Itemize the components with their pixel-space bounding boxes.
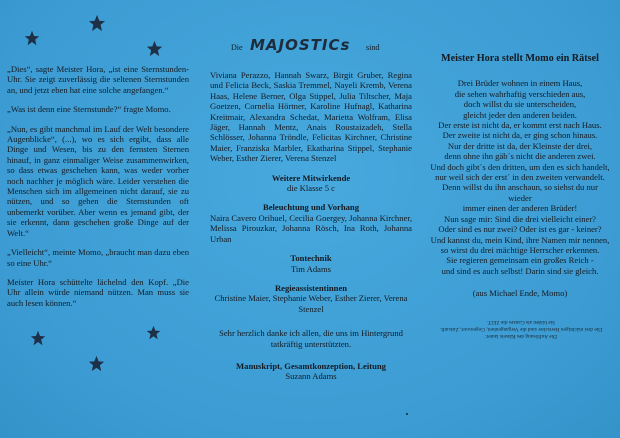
section-body: Naira Cavero Orihuel, Cecilia Goergey, Johanna Kirchner, Melissa Pirouzkar, Johanna Rösch, Ina Roth, Johanna Urban xyxy=(210,212,412,244)
poem-line: Nur der dritte ist da, der Kleinste der drei, xyxy=(447,140,593,151)
section-heading: Weitere Mitwirkende xyxy=(271,172,351,183)
solution-line: Die drei mächtigen Herrscher sind die Vergangenheit, Gegenwart, Zukunft. xyxy=(439,326,603,332)
poem-line: Und doch gibt´s den dritten, um den es sich handelt, xyxy=(430,161,610,172)
solution-line: Die Auflösung des Rätsels lautet: xyxy=(485,333,557,339)
star-icon xyxy=(88,355,105,372)
poem-line: immer einen der anderen Brüder! xyxy=(462,203,578,214)
solution-line: Sie bilden als Ganzes die ZEIT. xyxy=(486,319,556,325)
section-heading: Manuskript, Gesamtkonzeption, Leitung xyxy=(236,360,386,371)
masthead xyxy=(222,35,392,59)
section-body: die Klasse 5 c xyxy=(287,183,335,194)
majostics-logo: MAJOSTICs xyxy=(250,36,351,54)
poem-line: gleicht jeder den anderen beiden. xyxy=(463,109,577,120)
section-body: Christine Maier, Stephanie Weber, Esther Zierer, Verena Stenzel xyxy=(214,293,408,314)
dialogue-paragraph: „Vielleicht“, meinte Momo, „braucht man dazu eben so eine Uhr.“ xyxy=(7,247,189,268)
header-sind: sind xyxy=(366,43,380,52)
section-heading: Tontechnik xyxy=(290,253,332,264)
thanks-note: Sehr herzlich danke ich allen, die uns im Hintergrund tatkräftig unterstützten. xyxy=(219,328,403,349)
section-heading: Regieassistentinnen xyxy=(274,282,348,293)
dialogue-paragraph: „Was ist denn eine Sternstunde?“ fragte Momo. xyxy=(7,104,171,115)
poem-credit: (aus Michael Ende, Momo) xyxy=(472,288,568,299)
star-icon xyxy=(24,30,40,46)
section-heading: Beleuchtung und Vorhang xyxy=(263,202,359,213)
riddle-title: Meister Hora stellt Momo ein Rätsel xyxy=(441,53,599,64)
right-column-riddle xyxy=(425,54,615,299)
star-icon xyxy=(146,325,161,340)
dialogue-paragraph: „Nun, es gibt manchmal im Lauf der Welt besondere Augenblicke“, (...), wo es sich ergibt, dass alle Dinge und Wesen, bis zu den fernsten Sternen hinauf, in ganz einmaliger Weise zusammenwirken, so dass etwas geschehen kann, was weder vorher noch nachher je möglich wäre. Leider verstehen die Menschen sich im allgemeinen nicht darauf, sie zu nützen, und so gehen die Sternstunden oft unbemerkt vorüber. Aber wenn es jemand gibt, der sie erkennt, dann geschehen große Dinge auf der Welt.“ xyxy=(7,123,189,238)
section-body: Suzann Adams xyxy=(285,371,337,382)
poem-line: Oder sind es nur zwei? Oder ist es gar - keiner? xyxy=(438,224,602,235)
riddle-poem xyxy=(425,78,615,276)
section-body: Tim Adams xyxy=(290,263,332,274)
poem-line: so wirst du drei mächtige Herrscher erkennen. xyxy=(440,244,600,255)
poem-line: Der erste ist nicht da, er kommt erst nach Haus. xyxy=(438,120,602,131)
poem-line: nur weil sich der erst´ in den zweiten verwandelt. xyxy=(435,172,605,183)
poem-line: und sind es auch selbst! Darin sind sie gleich. xyxy=(441,265,599,276)
star-icon xyxy=(30,330,46,346)
poem-line: die sehen wahrhaftig verschieden aus, xyxy=(454,88,586,99)
dialogue-paragraph: „Dies“, sagte Meister Hora, „ist eine Sternstunden-Uhr. Sie zeigt zuverlässig die seltenen Sternstunden an, und jetzt eben hat eine solche angefangen.“ xyxy=(7,64,189,95)
star-icon xyxy=(146,40,163,57)
header-die: Die xyxy=(231,43,243,52)
poem-line: Der zweite ist nicht da, er ging schon hinaus. xyxy=(442,130,598,141)
poem-line: Nun sage mir: Sind die drei vielleicht einer? xyxy=(443,213,596,224)
poem-line: Drei Brüder wohnen in einem Haus, xyxy=(457,78,583,89)
poem-line: wieder xyxy=(508,192,532,203)
poem-line: Und kannst du, mein Kind, ihre Namen mir nennen, xyxy=(430,234,610,245)
poem-line: doch willst du sie unterscheiden, xyxy=(463,99,577,110)
dialogue-paragraph: Meister Hora schüttelte lächelnd den Kopf. „Die Uhr allein würde niemand nützen. Man muss sie auch lesen können.“ xyxy=(7,276,189,308)
star-icon xyxy=(88,14,106,32)
cast-list: Viviana Perazzo, Hannah Swarz, Birgit Gruber, Regina und Felicia Beck, Saskia Tremmel, Nayeli Kremb, Verena Haas, Helene Berner, Olga Stippel, Julia Tiltscher, Maja Goetzen, Cornelia Hörtner, Karoline Hufnagl, Katharina Kreitmair, Alexandra Schedat, Marietta Wolfram, Elisa Jäger, Hannah Mentz, Anais Roustaizadeh, Stella Schlösser, Johanna Tröndle, Felicitas Kirchner, Christine Maier, Franziska Marbler, Ekatharina Stippel, Stephanie Weber, Esther Zierer, Verena Stenzel xyxy=(210,70,412,164)
upside-down-solution xyxy=(432,318,610,339)
poem-line: denn ohne ihn gäb´s nicht die anderen zwei. xyxy=(444,151,596,162)
poem-line: Denn willst du ihn anschaun, so siehst du nur xyxy=(442,182,598,193)
middle-column-credits xyxy=(210,70,412,391)
poem-line: Sie regieren gemeinsam ein großes Reich - xyxy=(446,255,594,266)
ink-dot xyxy=(406,413,408,415)
left-column-dialogue xyxy=(7,64,189,317)
